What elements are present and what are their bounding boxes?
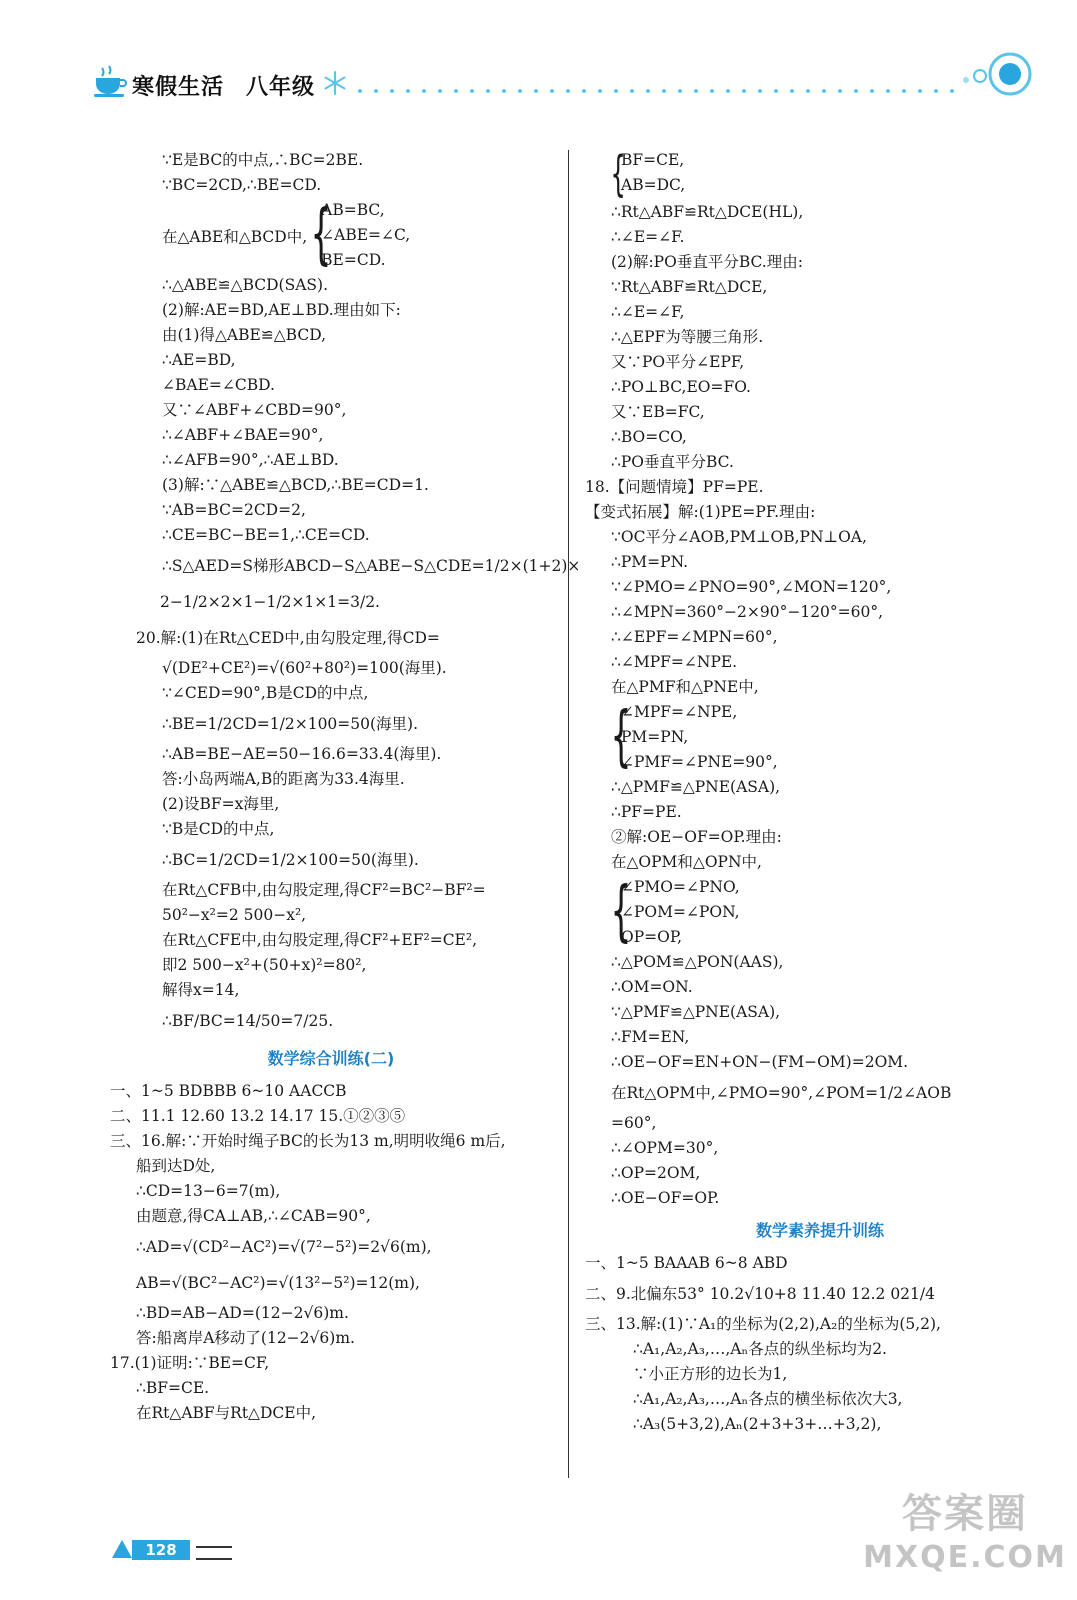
watermark: [860, 1488, 1070, 1588]
text-line: ∵∠CED=90°,B是CD的中点,: [162, 684, 369, 702]
text-line: ∴OP=2OM,: [611, 1164, 701, 1182]
text-line: ∴A₁,A₂,A₃,…,Aₙ各点的横坐标依次大3,: [633, 1390, 903, 1408]
left-brace: {: [610, 697, 632, 774]
text-line: ∴∠MPN=360°−2×90°−120°=60°,: [611, 603, 884, 621]
text-line: 在Rt△OPM中,∠PMO=90°,∠POM=1/2∠AOB: [611, 1084, 952, 1102]
page-number: 128: [132, 1540, 190, 1560]
system-lines: [621, 700, 778, 775]
teacup-icon: [92, 64, 128, 98]
snowflake-icon: [322, 70, 348, 96]
text-line: ∠ABE=∠C,: [321, 226, 411, 244]
text-line: ∴∠EPF=∠MPN=60°,: [611, 628, 778, 646]
section-title-literacy: 数学素养提升训练: [755, 1221, 884, 1240]
bubble-icon: [958, 50, 1038, 102]
text-line: ∵Rt△ABF≌Rt△DCE,: [611, 278, 768, 296]
header-book-title: 寒假生活: [132, 75, 225, 100]
text-line: ②解:OE−OF=OP.理由:: [611, 828, 782, 846]
text-line: 答:小岛两端A,B的距离为33.4海里.: [162, 770, 405, 788]
text-line: 在Rt△CFE中,由勾股定理,得CF²+EF²=CE²,: [162, 931, 478, 949]
text-line: ∴△EPF为等腰三角形.: [611, 328, 764, 346]
text-line: ∴FM=EN,: [611, 1028, 690, 1046]
text-line: 50²−x²=2 500−x²,: [162, 906, 307, 924]
text-line: ∴BD=AB−AD=(12−2√6)m.: [136, 1304, 349, 1322]
text-line: 解得x=14,: [162, 981, 240, 999]
text-line: 三、13.解:(1)∵A₁的坐标为(2,2),A₂的坐标为(5,2),: [585, 1315, 941, 1333]
left-column: [110, 148, 581, 1426]
watermark-bottom: MXQE.COM: [863, 1540, 1067, 1575]
text-line: ∴△ABE≌△BCD(SAS).: [162, 276, 329, 294]
watermark-top: 答案圈: [902, 1491, 1028, 1537]
text-line: 20.解:(1)在Rt△CED中,由勾股定理,得CD=: [136, 629, 440, 647]
text-line: ∴∠E=∠F,: [611, 303, 685, 321]
text-line: 在△PMF和△PNE中,: [611, 678, 759, 696]
text-line: 18.【问题情境】PF=PE.: [585, 478, 764, 496]
text-line: ∴∠E=∠F.: [611, 228, 685, 246]
text-line: 在△OPM和△OPN中,: [611, 853, 762, 871]
equation-system: [585, 697, 1055, 775]
text-line: ∴BO=CO,: [611, 428, 687, 446]
text-line: OP=OP,: [621, 928, 683, 946]
text-line: 又∵∠ABF+∠CBD=90°,: [162, 401, 347, 419]
text-line: ∠PMO=∠PNO,: [621, 878, 740, 896]
text-line: 2−1/2×2×1−1/2×1×1=3/2.: [160, 593, 380, 611]
text-line: ∴A₃(5+3,2),Aₙ(2+3+3+…+3,2),: [633, 1415, 882, 1433]
text-line: ∴PO⊥BC,EO=FO.: [611, 378, 751, 396]
text-line: PM=PN,: [621, 728, 689, 746]
text-line: 一、1~5 BAAAB 6~8 ABD: [585, 1254, 788, 1272]
text-line: ∵AB=BC=2CD=2,: [162, 501, 306, 519]
text-line: 又∵EB=FC,: [611, 403, 705, 421]
text-line: ∴A₁,A₂,A₃,…,Aₙ各点的纵坐标均为2.: [633, 1340, 887, 1358]
text-line: ∴OE−OF=EN+ON−(FM−OM)=2OM.: [611, 1053, 909, 1071]
text-line: ∴OM=ON.: [611, 978, 693, 996]
text-line: ∴∠AFB=90°,∴AE⊥BD.: [162, 451, 339, 469]
text-line: ∴OE−OF=OP.: [611, 1189, 720, 1207]
text-line: ∠PMF=∠PNE=90°,: [621, 753, 778, 771]
left-brace: {: [610, 146, 626, 202]
page-footer: [112, 1536, 232, 1566]
text-line: ∴BF=CE.: [136, 1379, 210, 1397]
text-line: BE=CD.: [321, 251, 386, 269]
system-lines: [621, 148, 685, 200]
text-line: 在Rt△CFB中,由勾股定理,得CF²=BC²−BF²=: [162, 881, 486, 899]
page-header: [0, 0, 1077, 110]
text-line: ∴Rt△ABF≌Rt△DCE(HL),: [611, 203, 804, 221]
text-line: ∴∠OPM=30°,: [611, 1139, 719, 1157]
text-line: ∴BF/BC=14/50=7/25.: [162, 1012, 334, 1030]
text-line: ∴CE=BC−BE=1,∴CE=CD.: [162, 526, 370, 544]
text-line: ∴AB=BE−AE=50−16.6=33.4(海里).: [162, 745, 442, 763]
column-divider: [568, 150, 569, 1478]
equation-system: [585, 872, 1055, 950]
text-line: ∵△PMF≌△PNE(ASA),: [611, 1003, 781, 1021]
header-dotted-rule: [352, 88, 962, 94]
text-line: ∴AD=√(CD²−AC²)=√(7²−5²)=2√6(m),: [136, 1238, 432, 1256]
text-line: ∴S△AED=S梯形ABCD−S△ABE−S△CDE=1/2×(1+2)×: [162, 557, 581, 575]
text-line: ∴∠ABF+∠BAE=90°,: [162, 426, 324, 444]
text-line: ∴BE=1/2CD=1/2×100=50(海里).: [162, 715, 419, 733]
text-line: 二、11.1 12.60 13.2 14.17 15.①②③⑤: [110, 1107, 406, 1125]
text-line: 又∵PO平分∠EPF,: [611, 353, 745, 371]
text-line: 【变式拓展】解:(1)PE=PF.理由:: [585, 503, 816, 521]
text-line: 由(1)得△ABE≌△BCD,: [162, 326, 327, 344]
text-line: ∴PM=PN.: [611, 553, 689, 571]
text-line: ∴CD=13−6=7(m),: [136, 1182, 281, 1200]
text-line: (3)解:∵△ABE≌△BCD,∴BE=CD=1.: [162, 476, 429, 494]
text-line: 即2 500−x²+(50+x)²=80²,: [162, 956, 367, 974]
text-line: 17.(1)证明:∵BE=CF,: [110, 1354, 270, 1372]
text-line: 由题意,得CA⊥AB,∴∠CAB=90°,: [136, 1207, 371, 1225]
footer-rule: [196, 1546, 232, 1560]
text-line: ∵∠PMO=∠PNO=90°,∠MON=120°,: [611, 578, 892, 596]
text-line: ∠POM=∠PON,: [621, 903, 740, 921]
text-line: 船到达D处,: [136, 1157, 216, 1175]
text-line: ∴△PMF≌△PNE(ASA),: [611, 778, 781, 796]
text-line: 在Rt△ABF与Rt△DCE中,: [136, 1404, 317, 1422]
section-title-training-2: 数学综合训练(二): [267, 1049, 395, 1068]
page-tab-triangle: [112, 1540, 132, 1558]
left-brace: {: [310, 195, 332, 272]
text-line: ∵E是BC的中点,∴BC=2BE.: [162, 151, 364, 169]
text-line: 三、16.解:∵开始时绳子BC的长为13 m,明明收绳6 m后,: [110, 1132, 506, 1150]
text-line: AB=BC,: [321, 201, 385, 219]
text-line: ∴∠MPF=∠NPE.: [611, 653, 738, 671]
header-title: [132, 70, 315, 101]
text-line: ∴BC=1/2CD=1/2×100=50(海里).: [162, 851, 419, 869]
text-line: (2)设BF=x海里,: [162, 795, 280, 813]
text-line: AB=√(BC²−AC²)=√(13²−5²)=12(m),: [136, 1274, 420, 1292]
right-column: [585, 148, 1055, 1437]
equation-system: [110, 195, 552, 273]
text-line: ∴PF=PE.: [611, 803, 682, 821]
text-line: BF=CE,: [621, 151, 685, 169]
text-line: (2)解:PO垂直平分BC.理由:: [611, 253, 803, 271]
text-line: ∵B是CD的中点,: [162, 820, 275, 838]
text-line: ∴PO垂直平分BC.: [611, 453, 734, 471]
text-line: ∵BC=2CD,∴BE=CD.: [162, 176, 322, 194]
text-line: =60°,: [611, 1114, 657, 1132]
text-line: 答:船离岸A移动了(12−2√6)m.: [136, 1329, 355, 1347]
text-line: ∠BAE=∠CBD.: [162, 376, 275, 394]
system-lines: [621, 875, 740, 950]
text-line: 一、1~5 BDBBB 6~10 AACCB: [110, 1082, 347, 1100]
system-lines: [321, 198, 410, 273]
equation-system: [585, 148, 1055, 200]
text-line: (2)解:AE=BD,AE⊥BD.理由如下:: [162, 301, 401, 319]
text-line: AB=DC,: [621, 176, 686, 194]
header-grade: 八年级: [246, 75, 316, 100]
text-line: ∵小正方形的边长为1,: [633, 1365, 788, 1383]
text-line: ∴AE=BD,: [162, 351, 236, 369]
text-line: 二、9.北偏东53° 10.2√10+8 11.40 12.2 021/4: [585, 1285, 935, 1303]
text-line: ∴△POM≌△PON(AAS),: [611, 953, 784, 971]
text-line: √(DE²+CE²)=√(60²+80²)=100(海里).: [162, 659, 447, 677]
text-line: ∠MPF=∠NPE,: [621, 703, 738, 721]
system-prefix: 在△ABE和△BCD中,: [162, 227, 308, 246]
left-brace: {: [610, 872, 632, 949]
text-line: ∵OC平分∠AOB,PM⊥OB,PN⊥OA,: [611, 528, 867, 546]
